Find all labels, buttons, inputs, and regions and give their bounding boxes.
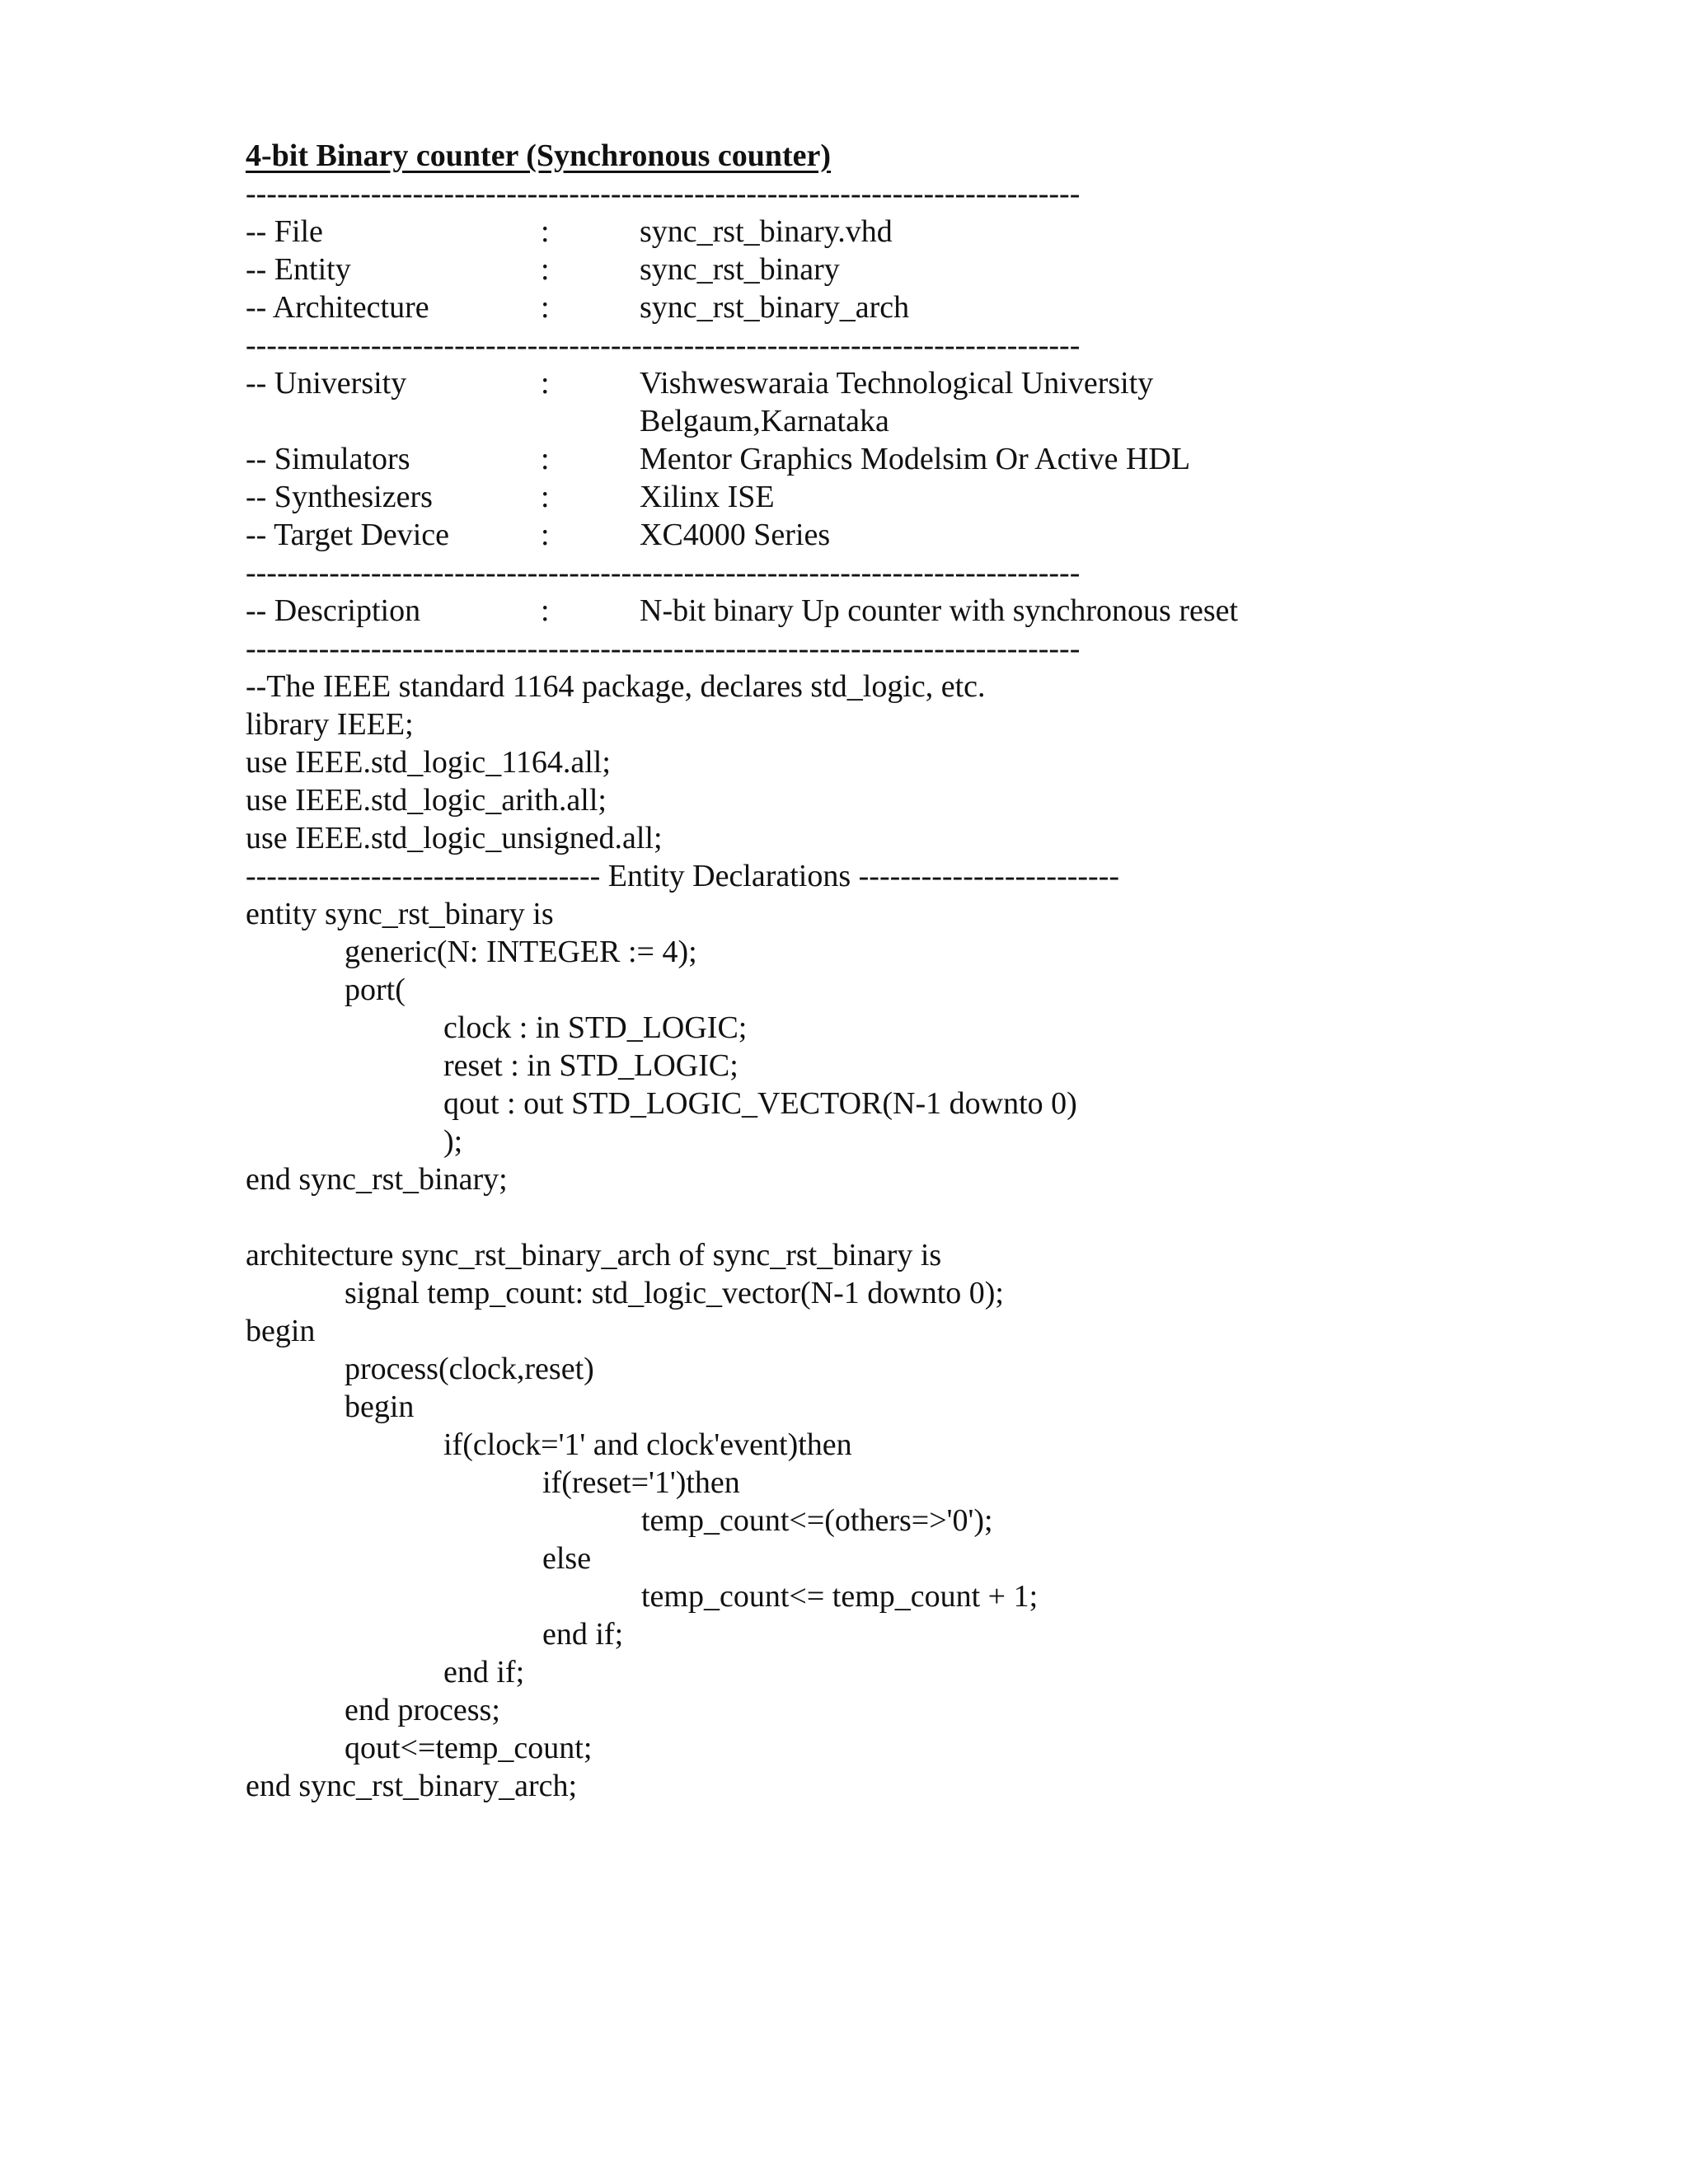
header-row: [246, 288, 1647, 326]
code-line: qout : out STD_LOGIC_VECTOR(N-1 downto 0): [443, 1086, 1077, 1121]
header-colon: :: [541, 480, 550, 514]
header-block-description: [246, 592, 1647, 630]
code-line: begin: [246, 1314, 316, 1348]
header-value: Mentor Graphics Modelsim Or Active HDL: [640, 442, 1191, 476]
code-line: else: [542, 1541, 592, 1576]
code-line: reset : in STD_LOGIC;: [443, 1048, 738, 1083]
code-line: temp_count<= temp_count + 1;: [641, 1579, 1039, 1614]
header-value: sync_rst_binary.vhd: [640, 214, 893, 249]
header-value: Belgaum,Karnataka: [640, 404, 889, 438]
code-line: begin: [345, 1390, 415, 1424]
header-label: -- Architecture: [246, 290, 429, 325]
code-line: use IEEE.std_logic_arith.all;: [246, 783, 607, 818]
header-colon: :: [541, 252, 550, 287]
code-line: use IEEE.std_logic_1164.all;: [246, 745, 611, 780]
header-label: -- Simulators: [246, 442, 410, 476]
code-line: port(: [345, 972, 406, 1007]
separator-line: --------------------------------------------------------------------------------: [246, 176, 1081, 211]
header-row: [246, 592, 1647, 630]
code-line: generic(N: INTEGER := 4);: [345, 935, 697, 969]
header-value: Vishweswaraia Technological University: [640, 366, 1154, 401]
code-line: end process;: [345, 1693, 500, 1727]
header-colon: :: [541, 366, 550, 401]
vhdl-code-block: [246, 668, 1647, 1805]
header-colon: :: [541, 442, 550, 476]
code-line: signal temp_count: std_logic_vector(N-1 downto 0);: [345, 1276, 1004, 1310]
header-row: [246, 364, 1647, 402]
header-value: Xilinx ISE: [640, 480, 775, 514]
code-line: temp_count<=(others=>'0');: [641, 1503, 993, 1538]
header-colon: :: [541, 214, 550, 249]
code-line: end if;: [542, 1617, 624, 1652]
code-line: if(clock='1' and clock'event)then: [443, 1427, 852, 1462]
header-colon: :: [541, 593, 550, 628]
header-label: -- File: [246, 214, 323, 249]
header-value: N-bit binary Up counter with synchronous reset: [640, 593, 1239, 628]
header-value: sync_rst_binary_arch: [640, 290, 910, 325]
header-label: -- Synthesizers: [246, 480, 433, 514]
document-title: 4-bit Binary counter (Synchronous counter): [246, 138, 832, 173]
header-row: [246, 213, 1647, 251]
code-line: use IEEE.std_logic_unsigned.all;: [246, 821, 663, 855]
code-line: entity sync_rst_binary is: [246, 897, 554, 931]
header-row: [246, 478, 1647, 516]
code-line: if(reset='1')then: [542, 1465, 740, 1500]
header-label: -- Entity: [246, 252, 351, 287]
header-value: XC4000 Series: [640, 518, 831, 552]
separator-line: --------------------------------------------------------------------------------: [246, 555, 1081, 590]
separator-line: --------------------------------------------------------------------------------: [246, 328, 1081, 363]
separator-line: --------------------------------------------------------------------------------: [246, 631, 1081, 666]
header-label: -- University: [246, 366, 407, 401]
header-block-file-info: [246, 213, 1647, 326]
code-line: --The IEEE standard 1164 package, declares std_logic, etc.: [246, 669, 986, 704]
header-block-tools-info: [246, 364, 1647, 554]
header-row: [246, 251, 1647, 288]
code-line: process(clock,reset): [345, 1352, 594, 1386]
header-value: sync_rst_binary: [640, 252, 840, 287]
code-line: end sync_rst_binary_arch;: [246, 1769, 578, 1803]
header-row: [246, 402, 1647, 440]
header-colon: :: [541, 518, 550, 552]
code-line: end if;: [443, 1655, 525, 1690]
header-label: -- Target Device: [246, 518, 450, 552]
code-line: clock : in STD_LOGIC;: [443, 1010, 748, 1045]
code-line: qout<=temp_count;: [345, 1731, 593, 1765]
code-line: [246, 1198, 1647, 1236]
document-page: [246, 137, 1647, 1805]
code-line: ---------------------------------- Entity Declarations -------------------------: [246, 859, 1120, 893]
code-line: end sync_rst_binary;: [246, 1162, 508, 1197]
header-label: -- Description: [246, 593, 421, 628]
code-line: library IEEE;: [246, 707, 414, 742]
header-colon: :: [541, 290, 550, 325]
code-line: );: [443, 1124, 463, 1159]
header-row: [246, 516, 1647, 554]
header-row: [246, 440, 1647, 478]
code-line: architecture sync_rst_binary_arch of sync_rst_binary is: [246, 1238, 942, 1272]
